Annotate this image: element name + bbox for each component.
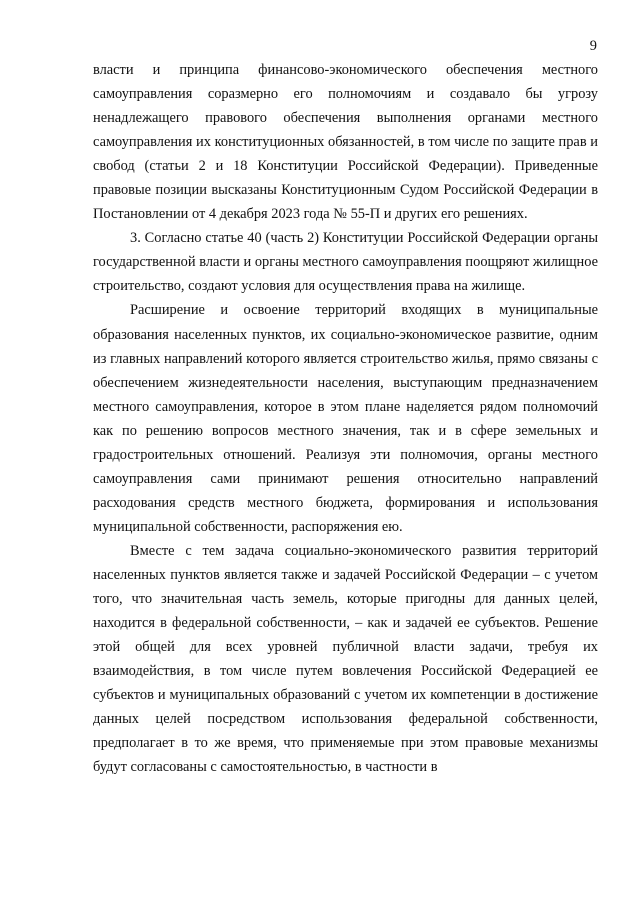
paragraph-territory-development: Расширение и освоение территорий входящих в муниципальные образования населенных пунктов, их социально-экономическое развитие, одним из главных направлений которого является строительство жилья, прямо связаны с обеспечением жизнедеятельности населения, выступающим предназначением местного самоуправления, которое в этом плане наделяется рядом полномочий как по решению вопросов местного значения, так и в сфере земельных и градостроительных отношений. Реализуя эти полномочия, органы местного самоуправления сами принимают решения относительно направлений расходования средств местного бюджета, формирования и использования муниципальной собственности, распоряжения ею.: [93, 302, 598, 535]
paragraph-federal-task: Вместе с тем задача социально-экономического развития территорий населенных пунктов является также и задачей Российской Федерации – с учетом того, что значительная часть земель, которые пригодны для данных целей, находится в федеральной собственности, – как и задачей ее субъектов. Решение этой общей для всех уровней публичной власти задачи, требуя их взаимодействия, в том числе путем вовлечения Российской Федерацией ее субъектов и муниципальных образований с учетом их компетенции в достижение данных целей посредством использования федеральной собственности, предполагает в то же время, что применяемые при этом правовые механизмы будут согласованы с самостоятельностью, в частности в: [93, 542, 598, 776]
document-body: [93, 58, 598, 779]
paragraph-continuation: власти и принципа финансово-экономического обеспечения местного самоуправления соразмерно его полномочиям и создавало бы угрозу ненадлежащего правового обеспечения выполнения органами местного самоуправления их конституционных обязанностей, в том числе по защите прав и свобод (статьи 2 и 18 Конституции Российской Федерации). Приведенные правовые позиции высказаны Конституционным Судом Российской Федерации в Постановлении от 4 декабря 2023 года № 55-П и других его решениях.: [93, 62, 598, 223]
page-number: 9: [589, 38, 597, 54]
paragraph-item-3: 3. Согласно статье 40 (часть 2) Конституции Российской Федерации органы государственной власти и органы местного самоуправления поощряют жилищное строительство, создают условия для осуществления права на жилище.: [93, 230, 598, 295]
